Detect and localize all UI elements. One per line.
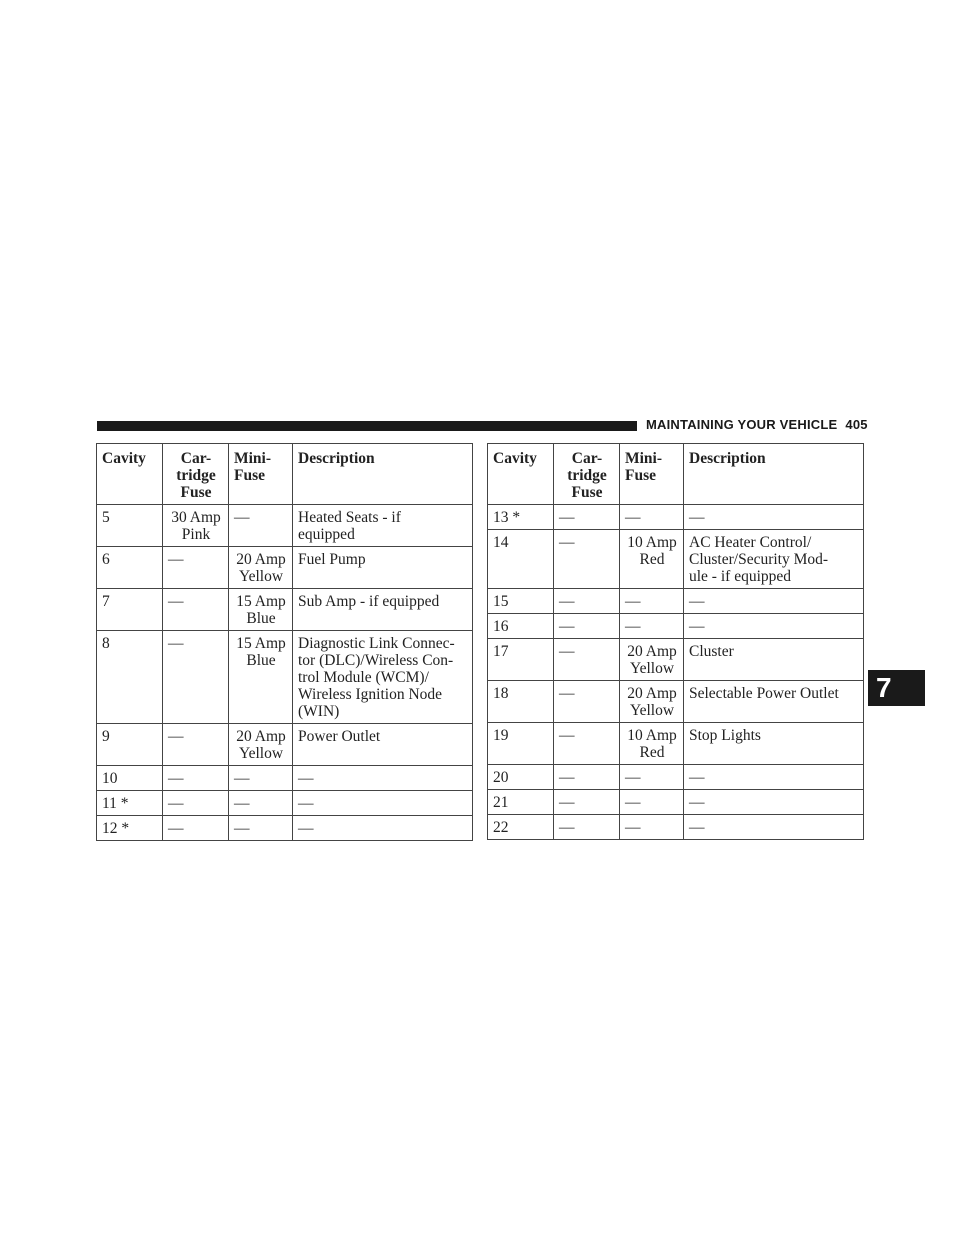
description-cell: — [293,766,473,791]
cartridge-fuse-cell: — [554,505,620,530]
column-header-cavity: Cavity [97,444,163,505]
cavity-cell: 13 * [488,505,554,530]
header-rule [97,421,637,431]
cavity-cell: 16 [488,614,554,639]
description-cell: — [684,614,864,639]
table-body [488,505,864,840]
chapter-tab: 7 [868,670,925,706]
cavity-cell: 18 [488,681,554,723]
mini-fuse-cell: — [229,816,293,841]
description-cell: — [684,589,864,614]
column-header-cavity: Cavity [488,444,554,505]
column-header-cartridge-fuse: Car- tridge Fuse [554,444,620,505]
table-row [488,614,864,639]
cavity-cell: 5 [97,505,163,547]
table-row [97,547,473,589]
cartridge-fuse-cell: — [163,631,229,724]
mini-fuse-cell: 10 Amp Red [620,723,684,765]
cartridge-fuse-cell: — [554,790,620,815]
description-cell: — [684,815,864,840]
cartridge-fuse-cell: — [163,724,229,766]
mini-fuse-cell: 20 Amp Yellow [229,547,293,589]
mini-fuse-cell: 20 Amp Yellow [229,724,293,766]
table-row [488,505,864,530]
cavity-cell: 12 * [97,816,163,841]
table-row [97,589,473,631]
table-row [97,724,473,766]
table-row [488,681,864,723]
mini-fuse-cell: — [620,614,684,639]
description-cell: — [293,791,473,816]
description-cell: Selectable Power Outlet [684,681,864,723]
table-header-row [97,444,473,505]
description-cell: Heated Seats - if equipped [293,505,473,547]
cavity-cell: 15 [488,589,554,614]
table-row [488,815,864,840]
mini-fuse-cell: — [229,766,293,791]
fuse-table-right [487,443,864,840]
mini-fuse-cell: — [229,505,293,547]
mini-fuse-cell: 20 Amp Yellow [620,639,684,681]
column-header-mini-fuse: Mini- Fuse [620,444,684,505]
cavity-cell: 21 [488,790,554,815]
table-row [488,723,864,765]
mini-fuse-cell: — [620,815,684,840]
description-cell: Cluster [684,639,864,681]
cartridge-fuse-cell: — [554,681,620,723]
description-cell: — [684,505,864,530]
table-row [488,790,864,815]
cartridge-fuse-cell: — [163,816,229,841]
column-header-mini-fuse: Mini- Fuse [229,444,293,505]
description-cell: Stop Lights [684,723,864,765]
cavity-cell: 14 [488,530,554,589]
table-row [97,766,473,791]
cartridge-fuse-cell: — [554,765,620,790]
cartridge-fuse-cell: — [554,530,620,589]
cavity-cell: 7 [97,589,163,631]
description-cell: Power Outlet [293,724,473,766]
description-cell: Sub Amp - if equipped [293,589,473,631]
column-header-description: Description [684,444,864,505]
cavity-cell: 22 [488,815,554,840]
table-row [97,816,473,841]
cavity-cell: 17 [488,639,554,681]
cavity-cell: 10 [97,766,163,791]
table-row [488,530,864,589]
table-row [488,589,864,614]
description-cell: Diagnostic Link Connec- tor (DLC)/Wireless Con- trol Module (WCM)/ Wireless Ignition Node (WIN) [293,631,473,724]
page-number: 405 [845,417,868,432]
table-row [97,791,473,816]
cartridge-fuse-cell: 30 Amp Pink [163,505,229,547]
table-row [488,765,864,790]
description-cell: — [684,790,864,815]
cavity-cell: 19 [488,723,554,765]
description-cell: — [684,765,864,790]
cavity-cell: 8 [97,631,163,724]
table-header-row [488,444,864,505]
description-cell: — [293,816,473,841]
mini-fuse-cell: 15 Amp Blue [229,589,293,631]
mini-fuse-cell: 10 Amp Red [620,530,684,589]
column-header-cartridge-fuse: Car- tridge Fuse [163,444,229,505]
table-row [97,505,473,547]
cartridge-fuse-cell: — [163,766,229,791]
cartridge-fuse-cell: — [163,589,229,631]
section-title: MAINTAINING YOUR VEHICLE [646,417,838,432]
cavity-cell: 20 [488,765,554,790]
table-body [97,505,473,841]
cartridge-fuse-cell: — [554,589,620,614]
cavity-cell: 11 * [97,791,163,816]
fuse-table-left [96,443,473,841]
table-row [97,631,473,724]
cavity-cell: 9 [97,724,163,766]
column-header-description: Description [293,444,473,505]
table-row [488,639,864,681]
cartridge-fuse-cell: — [554,723,620,765]
mini-fuse-cell: — [620,589,684,614]
cavity-cell: 6 [97,547,163,589]
mini-fuse-cell: — [229,791,293,816]
mini-fuse-cell: 20 Amp Yellow [620,681,684,723]
description-cell: AC Heater Control/ Cluster/Security Mod- ule - if equipped [684,530,864,589]
cartridge-fuse-cell: — [554,815,620,840]
mini-fuse-cell: — [620,505,684,530]
mini-fuse-cell: — [620,790,684,815]
mini-fuse-cell: — [620,765,684,790]
cartridge-fuse-cell: — [163,547,229,589]
cartridge-fuse-cell: — [163,791,229,816]
cartridge-fuse-cell: — [554,614,620,639]
cartridge-fuse-cell: — [554,639,620,681]
mini-fuse-cell: 15 Amp Blue [229,631,293,724]
running-header [646,417,866,432]
description-cell: Fuel Pump [293,547,473,589]
